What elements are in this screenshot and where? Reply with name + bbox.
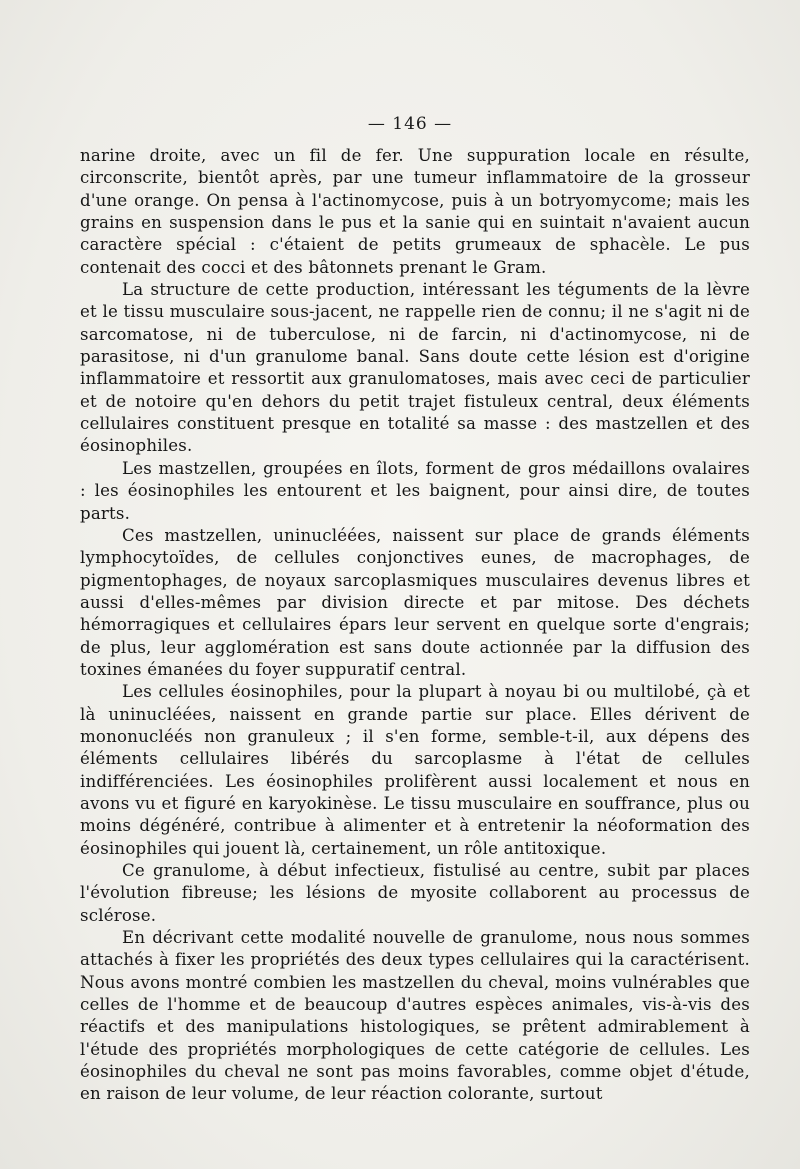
paragraph: En décrivant cette modalité nouvelle de granulome, nous nous sommes attachés à fixer les propriétés des deux types cellulaires qui la caractérisent. Nous avons montré combien les mastzellen du cheval, moins vulnérables que celles de l'homme et de beaucoup d'autres espèces animales, vis-à-vis des réactifs et des manipulations histologiques, se prêtent admirablement à l'étude des propriétés morphologiques de cette catégorie de cellules. Les éosinophiles du cheval ne sont pas moins favorables, comme objet d'étude, en raison de leur volume, de leur réaction colorante, surtout [80, 928, 750, 1104]
page-number: — 146 — [367, 114, 453, 134]
paragraph: Ces mastzellen, uninucléées, naissent sur place de grands éléments lymphocytoïdes, de cellules conjonctives eunes, de macrophages, de pigmentophages, de noyaux sarcoplasmiques musculaires devenus libres et aussi d'elles-mêmes par division directe et par mitose. Des déchets hémorragiques et cellulaires épars leur servent en quelque sorte d'engrais; de plus, leur agglomération est sans doute actionnée par la diffusion des toxines émanées du foyer suppuratif central. [80, 525, 750, 679]
body-text [80, 145, 750, 1106]
paragraph: Les cellules éosinophiles, pour la plupart à noyau bi ou multilobé, çà et là uninucléées, naissent en grande partie sur place. Elles dérivent de mononucléés non granuleux ; il s'en forme, semble-t-il, aux dépens des éléments cellulaires libérés du sarcoplasme à l'état de cellules indifférenciées. Les éosinophiles prolifèrent aussi localement et nous en avons vu et figuré en karyokinèse. Le tissu musculaire en souffrance, plus ou moins dégénéré, contribue à alimenter et à entretenir la néoformation des éosinophiles qui jouent là, certainement, un rôle antitoxique. [80, 682, 750, 858]
paragraph: Ce granulome, à début infectieux, fistulisé au centre, subit par places l'évolution fibreuse; les lésions de myosite collaborent au processus de sclérose. [80, 861, 750, 925]
paragraph: Les mastzellen, groupées en îlots, forment de gros médaillons ovalaires : les éosinophiles les entourent et les baignent, pour ainsi dire, de toutes parts. [80, 458, 750, 523]
paragraph: La structure de cette production, intéressant les téguments de la lèvre et le tissu musculaire sous-jacent, ne rappelle rien de connu; il ne s'agit ni de sarcomatose, ni de tuberculose, ni de farcin, ni d'actinomycose, ni de parasitose, ni d'un granulome banal. Sans doute cette lésion est d'origine inflammatoire et ressortit aux granulomatoses, mais avec ceci de particulier et de notoire qu'en dehors du petit trajet fistuleux central, deux éléments cellulaires constituent presque en totalité sa masse : des mastzellen et des éosinophiles. [80, 280, 750, 456]
paragraph: narine droite, avec un fil de fer. Une suppuration locale en résulte, circonscrite, bientôt après, par une tumeur inflammatoire de la grosseur d'une orange. On pensa à l'actinomycose, puis à un botryomycome; mais les grains en suspension dans le pus et la sanie qui en suintait n'avaient aucun caractère spécial : c'étaient de petits grumeaux de sphacèle. Le pus contenait des cocci et des bâtonnets prenant le Gram. [80, 146, 750, 277]
